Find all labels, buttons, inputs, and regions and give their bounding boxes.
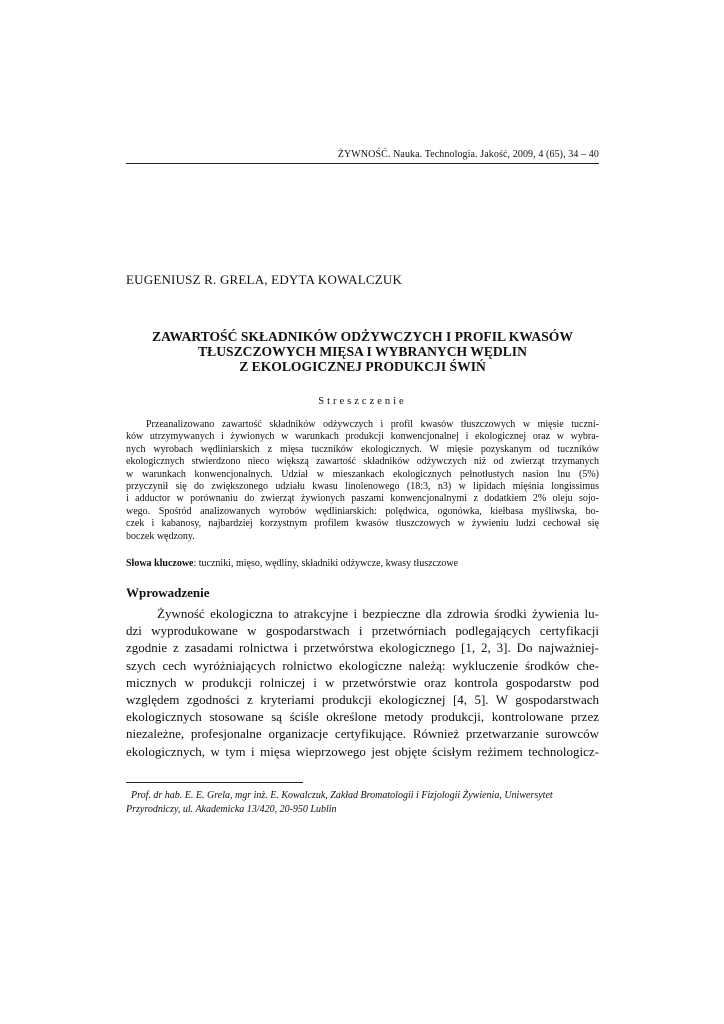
abstract-line: ków utrzymywanych i żywionych w warunkach produkcji konwencjonalnej i ekologicznej oraz w wybra- bbox=[126, 431, 599, 443]
abstract-line: nych wyrobach wędliniarskich z mięsa tuczników ekologicznych. W mięsie pozyskanym od tuczników bbox=[126, 443, 599, 455]
abstract-line: i adductor w porównaniu do zwierząt żywionych paszami konwencjonalnymi z dodatkiem 2% oleju sojo- bbox=[126, 493, 599, 505]
running-head: ŻYWNOŚĆ. Nauka. Technologia. Jakość, 2009, 4 (65), 34 – 40 bbox=[337, 149, 599, 160]
abstract-line: wego. Spośród analizowanych wyrobów wędliniarskich: polędwica, ogonówka, kiełbasa myśliwska, bo- bbox=[126, 505, 599, 517]
title-line: Z EKOLOGICZNEJ PRODUKCJI ŚWIŃ bbox=[239, 359, 486, 374]
body-line: niezależne, profesjonalne organizacje certyfikujące. Również przetwarzanie surowców bbox=[126, 726, 599, 742]
body-line: Żywność ekologiczna to atrakcyjne i bezpieczne dla zdrowia środki żywienia lu- bbox=[157, 606, 599, 621]
body-line: względem zgodności z kryteriami produkcji ekologicznej [4, 5]. W gospodarstwach bbox=[126, 692, 599, 708]
footnote bbox=[126, 789, 599, 817]
keywords bbox=[126, 558, 599, 569]
abstract bbox=[126, 419, 599, 543]
abstract-heading: Streszczenie bbox=[318, 396, 407, 407]
keywords-label: Słowa kluczowe bbox=[126, 558, 194, 569]
body-line: dzi wyprodukowane w gospodarstwach i przetwórniach podlegających certyfikacji bbox=[126, 623, 599, 639]
body-line: szych cech wyróżniających rolnictwo ekologiczne należą: wykluczenie środków che- bbox=[126, 657, 599, 673]
abstract-line: ekologicznych stwierdzono nieco większą zawartość składników odżywczych niż od zwierząt trzymanych bbox=[126, 456, 599, 468]
abstract-line: Przeanalizowano zawartość składników odżywczych i profil kwasów tłuszczowych w mięsie tuczni- bbox=[146, 419, 599, 430]
body-line: micznych w produkcji rolniczej i w przetwórstwie oraz kontrola gospodarstw pod bbox=[126, 674, 599, 690]
body-line: ekologicznych, w tym i mięsa wieprzowego jest objęte ścisłym reżimem technologicz- bbox=[126, 743, 599, 759]
title-line: ZAWARTOŚĆ SKŁADNIKÓW ODŻYWCZYCH I PROFIL KWASÓW bbox=[152, 329, 573, 344]
footnote-rule bbox=[126, 782, 303, 783]
abstract-line: boczek wędzony. bbox=[126, 530, 195, 542]
body-line: zgodnie z zasadami rolnictwa i przetwórstwa ekologicznego [1, 2, 3]. Do najważniej- bbox=[126, 640, 599, 656]
keywords-text: : tuczniki, mięso, wędliny, składniki odżywcze, kwasy tłuszczowe bbox=[193, 558, 459, 569]
title-line: TŁUSZCZOWYCH MIĘSA I WYBRANYCH WĘDLIN bbox=[198, 344, 527, 359]
footnote-line: Przyrodniczy, ul. Akademicka 13/420, 20-950 Lublin bbox=[126, 804, 337, 815]
footnote-line: Prof. dr hab. E. E. Grela, mgr inż. E. Kowalczuk, Zakład Bromatologii i Fizjologii Żywienia, Uniwersytet bbox=[131, 790, 553, 801]
authors: EUGENIUSZ R. GRELA, EDYTA KOWALCZUK bbox=[126, 272, 403, 287]
body-text bbox=[126, 605, 599, 760]
abstract-line: w warunkach konwencjonalnych. Udział w mieszankach ekologicznych pełnotłustych nasion lnu (5%) bbox=[126, 468, 599, 480]
header-rule bbox=[126, 163, 599, 164]
article-title bbox=[126, 329, 599, 374]
abstract-line: przyczynił się do zwiększonego udziału kwasu linolenowego (18:3, n3) w lipidach mięśnia longissimus bbox=[126, 481, 599, 493]
body-line: ekologicznych stosowane są ściśle określone metody produkcji, kontrolowane przez bbox=[126, 709, 599, 725]
section-heading: Wprowadzenie bbox=[126, 585, 210, 600]
abstract-line: czek i kabanosy, najbardziej korzystnym profilem kwasów tłuszczowych w żywieniu ludzi cechował się bbox=[126, 518, 599, 530]
